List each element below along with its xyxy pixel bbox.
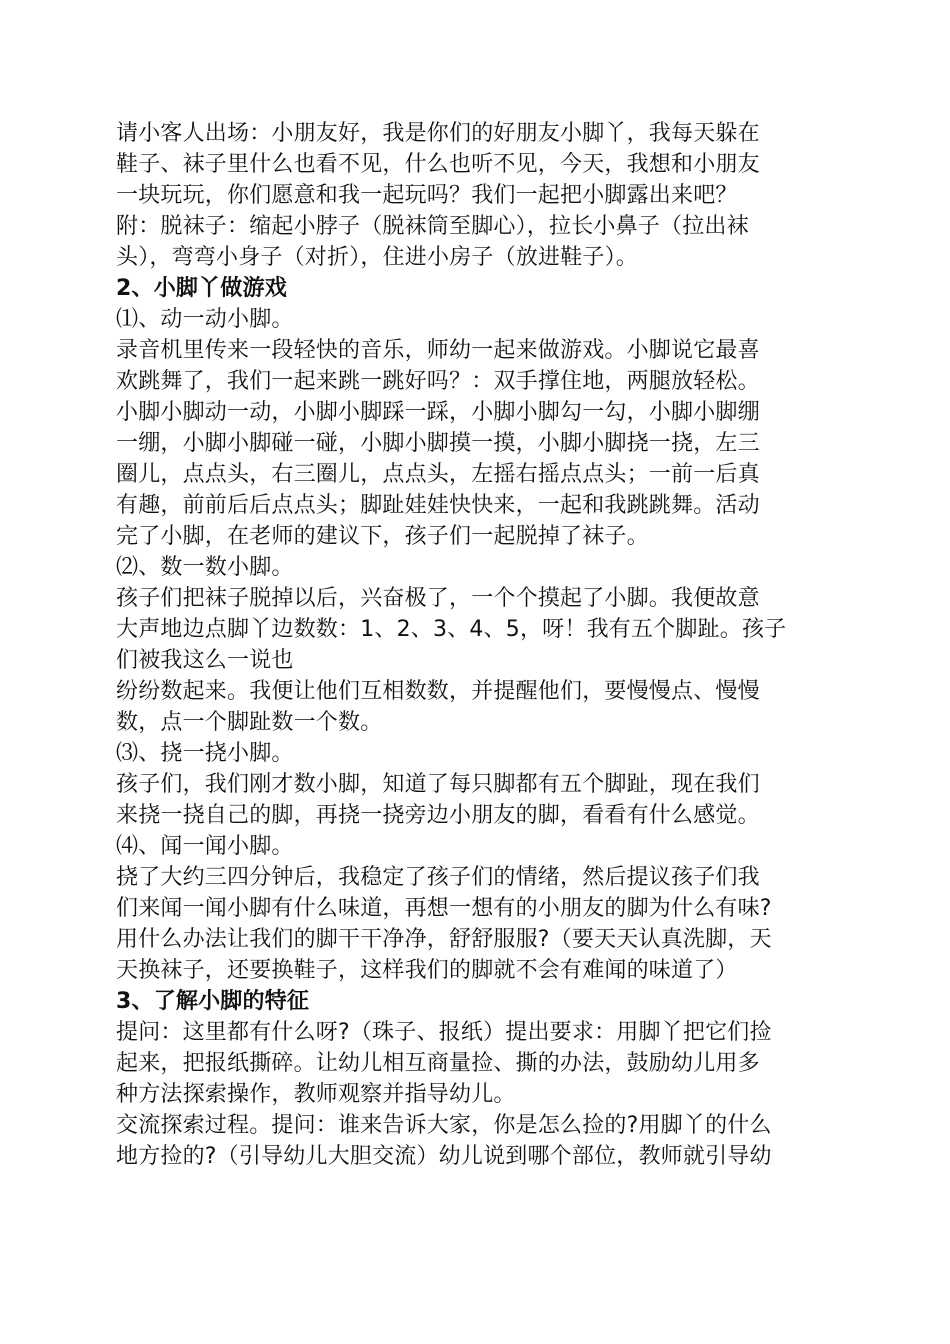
- text-line: 纷纷数起来。我便让他们互相数数，并提醒他们，要慢慢点、慢慢: [116, 679, 760, 704]
- text-line: 用什么办法让我们的脚干干净净，舒舒服服?（要天天认真洗脚，天: [116, 927, 772, 952]
- text-line: 完了小脚，在老师的建议下，孩子们一起脱掉了袜子。: [116, 524, 649, 549]
- text-line: 天换袜子，还要换鞋子，这样我们的脚就不会有难闻的味道了）: [116, 958, 738, 983]
- text-line: 大声地边点脚丫边数数：1、2、3、4、5，呀！我有五个脚趾。孩子: [116, 617, 787, 642]
- text-line: 录音机里传来一段轻快的音乐，师幼一起来做游戏。小脚说它最喜: [116, 338, 760, 363]
- subsection-heading: ⑷、闻一闻小脚。: [116, 834, 294, 859]
- text-line: 地方捡的?（引导幼儿大胆交流）幼儿说到哪个部位，教师就引导幼: [116, 1144, 772, 1169]
- text-line: 一绷，小脚小脚碰一碰，小脚小脚摸一摸，小脚小脚挠一挠，左三: [116, 431, 760, 456]
- text-line: 孩子们，我们刚才数小脚，知道了每只脚都有五个脚趾，现在我们: [116, 772, 760, 797]
- text-line: 孩子们把袜子脱掉以后，兴奋极了，一个个摸起了小脚。我便故意: [116, 586, 760, 611]
- text-line: 一块玩玩，你们愿意和我一起玩吗？我们一起把小脚露出来吧？: [116, 183, 738, 208]
- text-line: 头），弯弯小身子（对折），住进小房子（放进鞋子）。: [116, 245, 639, 270]
- text-line: 挠了大约三四分钟后，我稳定了孩子们的情绪，然后提议孩子们我: [116, 865, 760, 890]
- text-line: 交流探索过程。提问：谁来告诉大家，你是怎么捡的?用脚丫的什么: [116, 1113, 772, 1138]
- section-heading: 3、了解小脚的特征: [116, 989, 310, 1014]
- text-line: 有趣，前前后后点点头；脚趾娃娃快快来，一起和我跳跳舞。活动: [116, 493, 760, 518]
- text-line: 数，点一个脚趾数一个数。: [116, 710, 383, 735]
- text-line: 起来，把报纸撕碎。让幼儿相互商量捡、撕的办法，鼓励幼儿用多: [116, 1051, 760, 1076]
- subsection-heading: ⑶、挠一挠小脚。: [116, 741, 294, 766]
- text-line: 们来闻一闻小脚有什么味道，再想一想有的小朋友的脚为什么有味?: [116, 896, 772, 921]
- subsection-heading: ⑵、数一数小脚。: [116, 555, 294, 580]
- section-heading: 2、小脚丫做游戏: [116, 276, 287, 301]
- text-line: 来挠一挠自己的脚，再挠一挠旁边小朋友的脚，看看有什么感觉。: [116, 803, 760, 828]
- text-line: 提问：这里都有什么呀?（珠子、报纸）提出要求：用脚丫把它们捡: [116, 1020, 772, 1045]
- text-line: 请小客人出场：小朋友好，我是你们的好朋友小脚丫，我每天躲在: [116, 121, 760, 146]
- text-line: 欢跳舞了，我们一起来跳一跳好吗？：双手撑住地，两腿放轻松。: [116, 369, 760, 394]
- text-line: 们被我这么一说也: [116, 648, 294, 673]
- document-page: [116, 118, 846, 1172]
- text-line: 附：脱袜子：缩起小脖子（脱袜筒至脚心），拉长小鼻子（拉出袜: [116, 214, 749, 239]
- text-line: 圈儿，点点头，右三圈儿，点点头，左摇右摇点点头；一前一后真: [116, 462, 760, 487]
- text-line: 鞋子、袜子里什么也看不见，什么也听不见，今天，我想和小朋友: [116, 152, 760, 177]
- subsection-heading: ⑴、动一动小脚。: [116, 307, 294, 332]
- text-line: 小脚小脚动一动，小脚小脚踩一踩，小脚小脚勾一勾，小脚小脚绷: [116, 400, 760, 425]
- text-line: 种方法探索操作，教师观察并指导幼儿。: [116, 1082, 516, 1107]
